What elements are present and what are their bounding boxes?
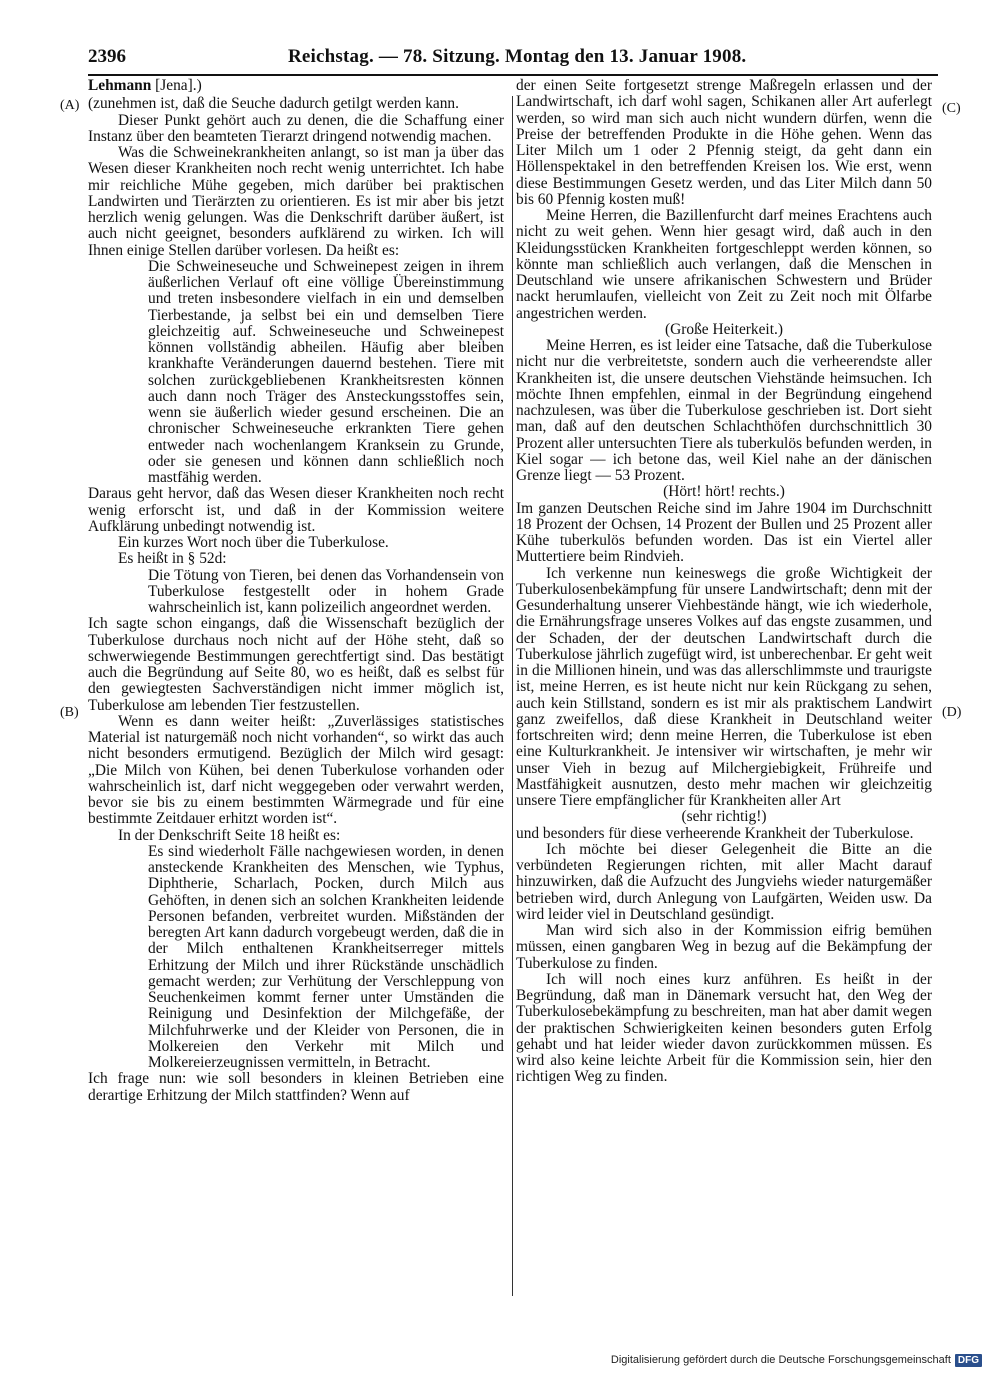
paragraph: Was die Schweinekrankheiten anlangt, so ist man ja über das Wesen dieser Krankheiten noch recht wenig unterrichtet. Ich habe mir reichliche Mühe gegeben, mich darüber bei praktischen Landwirten und Tierärzten zu orientieren. Es ist mir aber bis jetzt herzlich wenig gelungen. Was die Denkschrift darüber äußert, ist auch nicht geeignet, besonders aufklärend zu wirken. Ich will Ihnen einige Stellen darüber vorlesen. Da heißt es: [88, 144, 504, 259]
paragraph: In der Denkschrift Seite 18 heißt es: [118, 826, 341, 844]
margin-marker-c: (C) [942, 101, 961, 116]
paragraph: Im ganzen Deutschen Reiche sind im Jahre 1904 im Durchschnitt 18 Prozent der Ochsen, 14 Prozent der Bullen und 25 Prozent aller Kühe tuberkulös befunden worden. Das ist ein Viertel aller Muttertiere beim Rindvieh. [516, 499, 932, 566]
paragraph: Man wird sich also in der Kommission eifrig bemühen müssen, einen gangbaren Weg in bezug auf die Bekämpfung der Tuberkulose zu finden. [516, 922, 932, 972]
quoted-passage: Es sind wiederholt Fälle nachgewiesen worden, in denen ansteckende Krankheiten des Menschen, wie Typhus, Diphtherie, Scharlach, Pocken, durch Milch aus Gehöften, in denen sich an solchen Krankheiten leidende Personen befanden, verbreitet wurden. Mißständen der beregten Art kann dadurch vorgebeugt werden, daß die in der Milch enthaltenen Krankheitserreger mittels Erhitzung der Milch und ihrer Rückstände unschädlich gemacht werden; zur Verhütung der Verschleppung von Seuchenkeimen kommt ferner unter Umständen die Reinigung und Desinfektion der Milchgefäße, der Milchfuhrwerke und der Kleider von Personen, die in Molkereien den Verkehr mit Milch und Molkereierzeugnissen vermitteln, in Betracht. [148, 842, 504, 1071]
paragraph: Meine Herren, es ist leider eine Tatsache, daß die Tuberkulose nicht nur die verbreitetste, sondern auch die verheerendste aller Krankheiten ist, die unsere deutschen Viehstände heimsuchen. Ich möchte Ihnen empfehlen, einmal in der Begründung eingehend nachzulesen, was über die Tuberkulose geschrieben ist. Dort sieht man, daß auf den deutschen Schlachthöfen durchschnittlich 30 Prozent aller untersuchten Tiere als tuberkulös befunden werden, in Kiel sogar — ich betone das, weil Kiel nahe an der dänischen Grenze liegt — 53 Prozent. [516, 337, 932, 484]
paragraph: Ich will noch eines kurz anführen. Es heißt in der Begründung, daß man in Dänemark versucht hat, den Weg der Tuberkulosebekämpfung zu beschreiten, man hat aber damit wegen der praktischen Schwierigkeiten keinen besonders guten Erfolg gehabt und hat leider wieder davon zurückkommen müssen. Es wird also keine leichte Arbeit für die Kommission sein, hier den richtigen Weg zu finden. [516, 970, 932, 1086]
page-number: 2396 [88, 46, 126, 67]
paragraph: (zunehmen ist, daß die Seuche dadurch getilgt werden kann. [88, 95, 459, 113]
paragraph: Ich sagte schon eingangs, daß die Wissenschaft bezüglich der Tuberkulose durchaus noch nicht auf der Höhe steht, daß so schwerwiegende Bestimmungen gerechtfertigt sind. Das bestätigt auch die Begründung auf Seite 80, wo es heißt, daß es selbst für den gewiegtesten Sachverständigen nicht immer möglich ist, Tuberkulose am lebenden Tier festzustellen. [88, 615, 504, 714]
paragraph: und besonders für diese verheerende Krankheit der Tuberkulose. [516, 824, 914, 842]
dfg-logo-icon: DFG [955, 1354, 982, 1367]
margin-marker-a: (A) [60, 98, 80, 113]
speaker-name: Lehmann [88, 77, 152, 94]
paragraph: Es heißt in § 52d: [118, 550, 227, 568]
quoted-passage: Die Schweineseuche und Schweinepest zeigen in ihrem äußerlichen Verlauf oft eine völlige Übereinstimmung und treten insbesondere vielfach in ein und demselben Tierbestande, ja selbst bei ein und demselben Tiere gleichzeitig auf. Schweineseuche und Schweinepest können vollständig abheilen. Häufig aber bleiben krankhafte Veränderungen dauernd bestehen. Tiere mit solchen zurückgebliebenen Krankheitsresten können auch dann noch Träger des Ansteckungsstoffes sein, wenn sie äußerlich wieder gesund erscheinen. Die an chronischer Schweineseuche erkrankten Tiere gehen entweder nach wochenlangem Kranksein zu Grunde, oder sie genesen und können dann schließlich noch mastfähig werden. [148, 257, 504, 486]
paragraph: Daraus geht hervor, daß das Wesen dieser Krankheiten noch recht wenig erforscht ist, und daß in der Kommission weitere Aufklärung unbedingt notwendig ist. [88, 485, 504, 535]
running-head: Reichstag. — 78. Sitzung. Montag den 13. Januar 1908. [288, 46, 747, 67]
paragraph: Ich frage nun: wie soll besonders in kleinen Betrieben eine derartige Erhitzung der Milch stattfinden? Wenn auf [88, 1070, 504, 1104]
interjection: (Große Heiterkeit.) [665, 320, 783, 338]
paragraph: Dieser Punkt gehört auch zu denen, die die Schaffung einer Instanz über den beamteten Tierarzt dringend notwendig machen. [88, 111, 504, 145]
column-divider [512, 96, 513, 1296]
footer-credit: Digitalisierung gefördert durch die Deutsche Forschungsgemeinschaft [610, 1354, 951, 1366]
right-column [516, 78, 932, 1086]
left-column [88, 78, 504, 1104]
quoted-passage: Die Tötung von Tieren, bei denen das Vorhandensein von Tuberkulose festgestellt oder in hohem Grade wahrscheinlich ist, kann polizeilich angeordnet werden. [148, 566, 504, 616]
margin-marker-b: (B) [60, 705, 79, 720]
paragraph: Ich möchte bei dieser Gelegenheit die Bitte an die verbündeten Regierungen richten, mit aller Macht darauf hinzuwirken, daß die Aufzucht des Jungviehs wieder naturgemäßer betrieben wird, durch Anlegung von Laufgärten, Weiden usw. Da wird leider viel in Deutschland gesündigt. [516, 840, 932, 923]
paragraph: Wenn es dann weiter heißt: „Zuverlässiges statistisches Material ist naturgemäß noch nicht vorhanden“, so wirkt das auch nicht besonders ermutigend. Bezüglich der Milch wird gesagt: „Die Milch von Kühen, bei denen Tuberkulose vorhanden oder wahrscheinlich ist, darf nicht weggegeben oder verwahrt werden, bevor sie bis zu einem bestimmten Wärmegrade und für eine bestimmte Zeitdauer erhitzt worden ist“. [88, 712, 504, 828]
margin-marker-d: (D) [942, 705, 962, 720]
speaker-line [88, 78, 504, 94]
interjection: (Hört! hört! rechts.) [663, 483, 785, 501]
interjection: (sehr richtig!) [681, 808, 767, 826]
page-footer [611, 1351, 982, 1369]
paragraph: der einen Seite fortgesetzt strenge Maßregeln erlassen und der Landwirtschaft, ich darf wohl sagen, Schikanen aller Art auferlegt werden, so wird man sich auch nicht wundern dürfen, wenn die Preise der betreffenden Produkte in die Höhe gehen. Wenn das Liter Milch um 1 oder 2 Pfennig steigt, da geht dann ein Höllenspektakel in den betreffenden Kreisen los. Wie erst, wenn diese Bestimmungen Gesetz werden, und das Liter Milch dann 50 bis 60 Pfennig kosten muß! [516, 77, 932, 208]
paragraph: Meine Herren, die Bazillenfurcht darf meines Erachtens auch nicht zu weit gehen. Wenn hier gesagt wird, daß auch in den Kleidungsstücken Krankheiten fortgeschleppt werden können, so könnte man schließlich auch verlangen, daß die Menschen in Deutschland wie unsere afrikanischen Schwestern und Brüder nackt herumlaufen, vielleicht von Zeit zu Zeit noch mit Ölfarbe angestrichen werden. [516, 207, 932, 322]
paragraph: Ein kurzes Wort noch über die Tuberkulose. [118, 534, 389, 551]
speaker-place: [Jena].) [151, 77, 202, 94]
page-header [88, 44, 938, 76]
paragraph: Ich verkenne nun keineswegs die große Wichtigkeit der Tuberkulosenbekämpfung für unsere Landwirtschaft; denn mit der Gesunderhaltung unserer Viehbestände hängt, wie ich wiederhole, die Ernährungsfrage unseres Volkes auf das engste zusammen, und der Schaden, der der deutschen Landwirtschaft durch die Tuberkulose jährlich zugefügt wird, ist unberechenbar. Er geht weit in die Millionen hinein, und was das allerschlimmste und traurigste ist, meine Herren, es ist heute nicht nur kein Rückgang zu sehen, auch kein Stillstand, sondern es ist mir als praktischem Landwirt ganz zweifellos, daß diese Krankheit in Deutschland weiter fortschreiten wird; denn meine Herren, die Tuberkulose ist eben eine Kulturkrankheit. Je intensiver wir wirtschaften, je mehr wir unser Vieh in bezug auf Milchergiebigkeit, Frühreife und Mastfähigkeit ausnutzen, desto mehr machen wir gleichzeitig unsere Tiere empfänglicher für Krankheiten aller Art [516, 564, 932, 809]
